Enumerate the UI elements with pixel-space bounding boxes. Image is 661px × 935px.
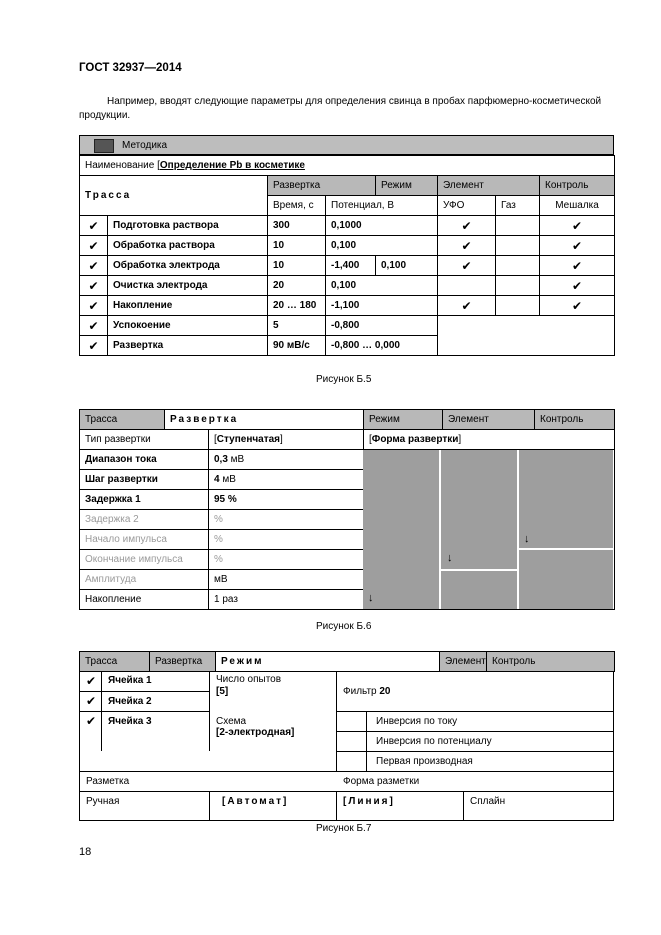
experiments-value[interactable]: [5] xyxy=(216,686,229,697)
markup-form-label: Форма разметки xyxy=(343,776,420,787)
waveform-step-3b xyxy=(519,550,613,609)
param-label: Начало импульса xyxy=(80,530,209,550)
sweep-form-header: [Форма развертки] xyxy=(364,430,615,450)
experiments-label: Число опытов xyxy=(216,674,282,685)
cell-check[interactable]: ✔ xyxy=(86,674,97,688)
step-name: Подготовка раствора xyxy=(108,216,268,236)
waveform-arrow-1: ↓ xyxy=(368,592,374,604)
step-potential[interactable]: 0,100 xyxy=(326,236,438,256)
param-label: Тип развертки xyxy=(80,430,209,450)
cell-check[interactable]: ✔ xyxy=(86,714,97,728)
method-name-row xyxy=(80,156,615,176)
step-mixer[interactable]: ✔ xyxy=(540,256,615,276)
tab-mode-active[interactable]: Режим xyxy=(216,652,440,672)
markup-manual[interactable]: Ручная xyxy=(86,796,120,807)
page-number: 18 xyxy=(79,846,92,858)
tab-mode[interactable]: Режим xyxy=(376,176,438,196)
option-invert-current[interactable]: Инверсия по току xyxy=(376,716,458,727)
param-value[interactable]: 0,3 мВ xyxy=(209,450,364,470)
step-potential[interactable]: 0,100 xyxy=(326,276,438,296)
param-value[interactable]: % xyxy=(209,510,364,530)
step-time[interactable]: 90 мВ/с xyxy=(268,336,326,356)
param-value[interactable]: 95 % xyxy=(209,490,364,510)
sweep-form-text: Форма развертки xyxy=(371,434,459,445)
sweep-type-text: Ступенчатая xyxy=(216,434,281,445)
step-check[interactable]: ✔ xyxy=(80,256,108,276)
step-name: Успокоение xyxy=(108,316,268,336)
scheme-label: Схема xyxy=(216,716,247,727)
step-check[interactable]: ✔ xyxy=(80,236,108,256)
method-titlebar xyxy=(79,135,614,155)
option-first-derivative[interactable]: Первая производная xyxy=(376,756,473,767)
waveform-arrow-3: ↓ xyxy=(524,533,530,545)
step-ufo[interactable]: ✔ xyxy=(438,236,496,256)
tab-mode[interactable]: Режим xyxy=(364,410,443,430)
param-label: Задержка 1 xyxy=(80,490,209,510)
markup-spline[interactable]: Сплайн xyxy=(470,796,506,807)
step-ufo[interactable]: ✔ xyxy=(438,216,496,236)
waveform-step-2b xyxy=(441,571,517,609)
step-ufo[interactable]: ✔ xyxy=(438,296,496,316)
step-empty-area xyxy=(438,316,615,356)
method-tab-label[interactable]: Методика xyxy=(122,140,168,151)
cell-name: Ячейка 2 xyxy=(108,696,152,707)
step-check[interactable]: ✔ xyxy=(80,276,108,296)
cell-check[interactable]: ✔ xyxy=(86,694,97,708)
markup-auto[interactable]: [Автомат] xyxy=(222,796,289,807)
param-value[interactable]: 1 раз xyxy=(209,590,364,610)
step-name: Обработка раствора xyxy=(108,236,268,256)
step-time[interactable]: 10 xyxy=(268,256,326,276)
step-gas[interactable] xyxy=(496,216,540,236)
tab-element[interactable]: Элемент xyxy=(440,652,487,672)
param-label: Шаг развертки xyxy=(80,470,209,490)
tab-control[interactable]: Контроль xyxy=(535,410,615,430)
step-time[interactable]: 300 xyxy=(268,216,326,236)
trace-header: Трасса xyxy=(80,176,268,216)
param-label: Амплитуда xyxy=(80,570,209,590)
step-check[interactable]: ✔ xyxy=(80,296,108,316)
mode-table xyxy=(79,651,615,672)
step-ufo[interactable] xyxy=(438,276,496,296)
step-gas[interactable] xyxy=(496,276,540,296)
method-icon xyxy=(94,139,114,153)
tab-control[interactable]: Контроль xyxy=(487,652,615,672)
tab-control[interactable]: Контроль xyxy=(540,176,615,196)
col-ufo: УФО xyxy=(438,196,496,216)
step-ufo[interactable]: ✔ xyxy=(438,256,496,276)
step-name: Обработка электрода xyxy=(108,256,268,276)
col-mixer: Мешалка xyxy=(540,196,615,216)
markup-label: Разметка xyxy=(86,776,130,787)
step-check[interactable]: ✔ xyxy=(80,216,108,236)
col-potential: Потенциал, В xyxy=(326,196,438,216)
document-header: ГОСТ 32937—2014 xyxy=(79,62,182,74)
col-time: Время, с xyxy=(268,196,326,216)
step-check[interactable]: ✔ xyxy=(80,316,108,336)
scheme-value[interactable]: [2-электродная] xyxy=(216,727,295,738)
param-value[interactable]: % xyxy=(209,530,364,550)
param-value[interactable]: мВ xyxy=(209,570,364,590)
step-mixer[interactable]: ✔ xyxy=(540,216,615,236)
param-value[interactable]: 4 мВ xyxy=(209,470,364,490)
tab-sweep-active[interactable]: Развертка xyxy=(165,410,364,430)
param-label: Задержка 2 xyxy=(80,510,209,530)
step-mixer[interactable]: ✔ xyxy=(540,236,615,256)
step-time[interactable]: 20 … 180 xyxy=(268,296,326,316)
tab-trace[interactable]: Трасса xyxy=(80,652,150,672)
tab-sweep[interactable]: Развертка xyxy=(150,652,216,672)
method-name-label: Наименование [ xyxy=(85,160,160,171)
tab-sweep[interactable]: Развертка xyxy=(268,176,376,196)
cell-name: Ячейка 1 xyxy=(108,675,152,686)
step-time[interactable]: 20 xyxy=(268,276,326,296)
sweep-type-value[interactable]: [Ступенчатая] xyxy=(209,430,364,450)
step-gas[interactable] xyxy=(496,256,540,276)
step-potential[interactable]: -0,800 xyxy=(326,316,438,336)
figure-caption-b6: Рисунок Б.6 xyxy=(316,621,372,632)
method-table xyxy=(79,155,615,356)
step-check[interactable]: ✔ xyxy=(80,336,108,356)
step-mixer[interactable]: ✔ xyxy=(540,276,615,296)
step-name: Очистка электрода xyxy=(108,276,268,296)
waveform-step-1 xyxy=(363,450,439,609)
param-label: Диапазон тока xyxy=(80,450,209,470)
param-label: Накопление xyxy=(80,590,209,610)
option-invert-potential[interactable]: Инверсия по потенциалу xyxy=(376,736,492,747)
step-potential[interactable]: -1,100 xyxy=(326,296,438,316)
step-potential[interactable]: -1,400 xyxy=(326,256,376,276)
tab-trace[interactable]: Трасса xyxy=(80,410,165,430)
step-time[interactable]: 5 xyxy=(268,316,326,336)
tab-element[interactable]: Элемент xyxy=(443,410,535,430)
step-time[interactable]: 10 xyxy=(268,236,326,256)
step-mixer[interactable]: ✔ xyxy=(540,296,615,316)
step-name: Накопление xyxy=(108,296,268,316)
step-potential[interactable]: -0,800 … 0,000 xyxy=(326,336,438,356)
step-name: Развертка xyxy=(108,336,268,356)
step-gas[interactable] xyxy=(496,296,540,316)
waveform-arrow-2: ↓ xyxy=(447,552,453,564)
step-potential-2[interactable]: 0,100 xyxy=(376,256,438,276)
filter-field[interactable]: Фильтр 20 xyxy=(343,686,391,697)
markup-line[interactable]: [Линия] xyxy=(343,796,395,807)
method-name-value[interactable]: Определение Pb в косметике xyxy=(159,160,305,171)
cell-name: Ячейка 3 xyxy=(108,716,152,727)
tab-element[interactable]: Элемент xyxy=(438,176,540,196)
step-gas[interactable] xyxy=(496,236,540,256)
intro-paragraph: Например, вводят следующие параметры для определения свинца в пробах парфюмерно-косметической продукции. xyxy=(79,96,602,121)
col-gas: Газ xyxy=(496,196,540,216)
param-label: Окончание импульса xyxy=(80,550,209,570)
figure-caption-b5: Рисунок Б.5 xyxy=(316,374,372,385)
figure-caption-b7: Рисунок Б.7 xyxy=(316,823,372,834)
param-value[interactable]: % xyxy=(209,550,364,570)
waveform-step-3a xyxy=(519,450,613,548)
step-potential[interactable]: 0,1000 xyxy=(326,216,438,236)
